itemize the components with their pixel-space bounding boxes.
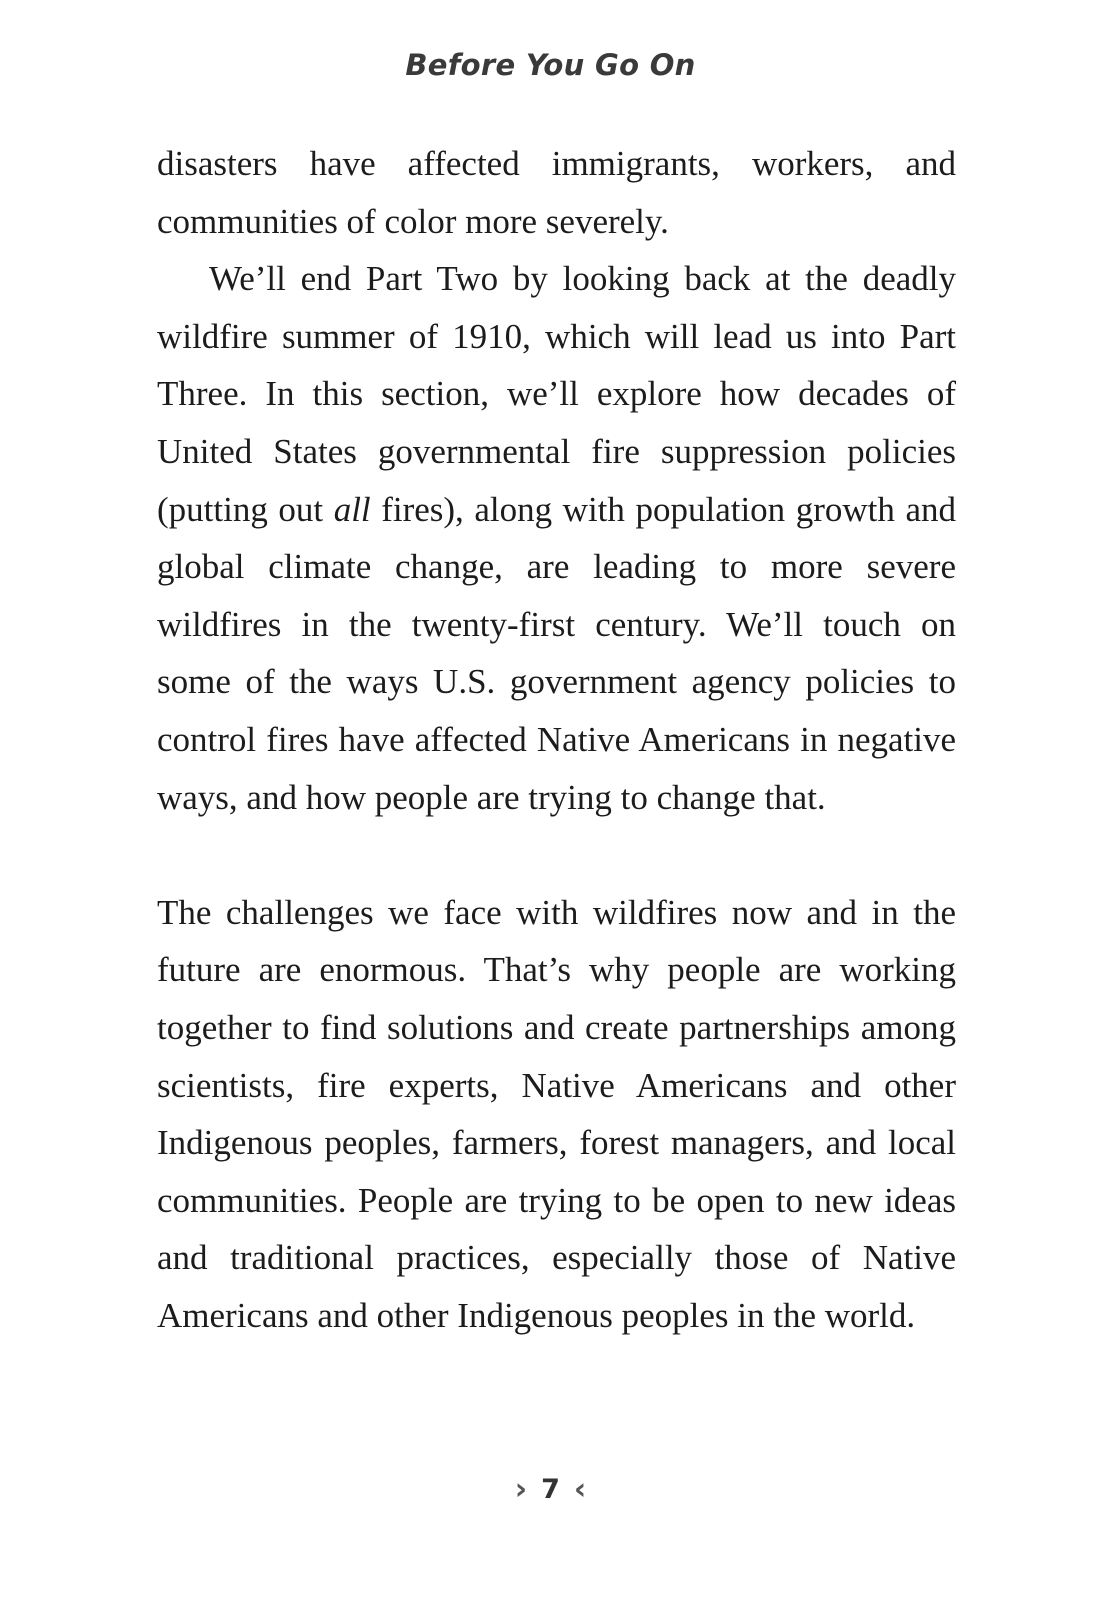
chevron-right-icon: ›: [514, 1472, 528, 1507]
emphasis-text: all: [333, 489, 371, 529]
page-body: [157, 135, 956, 1344]
chevron-left-icon: ‹: [573, 1472, 587, 1507]
running-head: Before You Go On: [405, 48, 696, 82]
page-footer: [0, 1472, 1101, 1507]
page-number: 7: [541, 1474, 560, 1505]
paragraph-section-start: The challenges we face with wildfires now and in the future are enormous. That’s why people are working together to find solutions and create partnerships among scientists, fire experts, Native Americans and other Indigenous peoples, farmers, forest managers, and local communities. People are trying to be open to new ideas and traditional practices, especially those of Native Americans and other Indigenous peoples in the world.: [157, 892, 956, 1335]
paragraph-text: We’ll end Part Two by looking back at the deadly wildfire summer of 1910, which will lead us into Part Three. In this section, we’ll explore how decades of United States governmental fire suppression policies (putting out: [157, 259, 956, 529]
paragraph-part-two-summary: [157, 250, 956, 826]
paragraph-text: fires), along with population growth and global climate change, are leading to more severe wildfires in the twenty-first century. We’ll touch on some of the ways U.S. government agency policies to control fires have affected Native Americans in negative ways, and how people are trying to change that.: [157, 489, 956, 817]
paragraph-continued: disasters have affected immigrants, workers, and communities of color more severely.: [157, 144, 956, 241]
